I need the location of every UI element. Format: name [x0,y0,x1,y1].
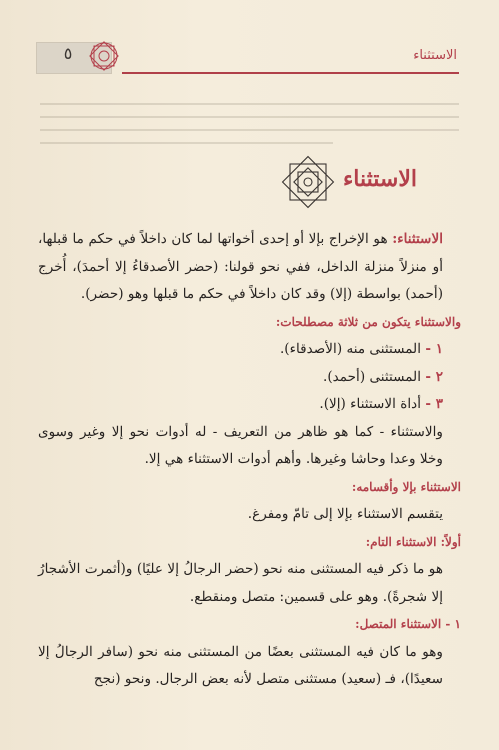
term-text: المستثنى منه (الأصدقاء). [279,341,421,357]
running-title: الاستثناء [413,48,457,63]
definition-term: الاستثناء: [392,231,443,247]
page-number: ٥ [63,44,73,63]
complete-heading-title: الاستثناء التام: [365,534,437,549]
term-text: أداة الاستثناء (إلا). [319,396,421,412]
connected-heading: ١ - الاستثناء المتصل: [355,617,461,631]
illa-heading: الاستثناء بإلا وأقسامه: [351,479,461,494]
term-number: ٣ - [425,396,443,412]
bleed-through-text [40,92,459,172]
connected-text: وهو ما كان فيه المستثنى بعضًا من المستثنى منه نحو (سافر الرجالُ إلا سعيدًا)، فـ (سعيد) مستثنى متصل لأنه بعض الرجال. ونحو (نجح [38,643,443,687]
term-text: المستثنى (أحمد). [323,368,421,385]
header-rule [122,72,459,74]
term-number: ٢ - [425,368,443,385]
complete-heading [38,529,461,557]
complete-text: هو ما ذكر فيه المستثنى منه نحو (حضر الرجالُ إلا عليًا) و(أثمرت الأشجارُ إلا شجرةً). وهو على قسمين: متصل ومنقطع. [38,561,443,605]
body-text [38,226,461,694]
tools-paragraph: والاستثناء - كما هو ظاهر من التعريف - له أدوات نحو إلا وغير وسوى وخلا وعدا وحاشا وغيرها. وأهم أدوات الاستثناء هي إلا. [38,423,443,467]
section-ornament-icon [280,154,336,210]
term-item [38,391,461,419]
term-item [38,336,461,364]
definition-text: هو الإخراج بإلا أو إحدى أخواتها لما كان داخلاً في حكم ما قبلها، أو منزلاً منزلة الداخل، ففي نحو قولنا: (حضر الأصدقاءُ إلا أحمدَ)، أُخرج (أحمد) بواسطة (إلا) وقد كان داخلاً في حكم ما قبلها وهو (حضر). [38,231,443,302]
terms-heading: والاستثناء يتكون من ثلاثة مصطلحات: [275,314,461,329]
illa-text: يتقسم الاستثناء بإلا إلى تامّ ومفرغ. [247,506,443,522]
definition-paragraph [38,226,461,309]
section-title: الاستثناء [342,166,417,192]
term-number: ١ - [425,341,443,357]
header-ornament-icon [86,38,122,74]
term-item [38,364,461,392]
complete-heading-label: أولاً: [440,534,461,549]
